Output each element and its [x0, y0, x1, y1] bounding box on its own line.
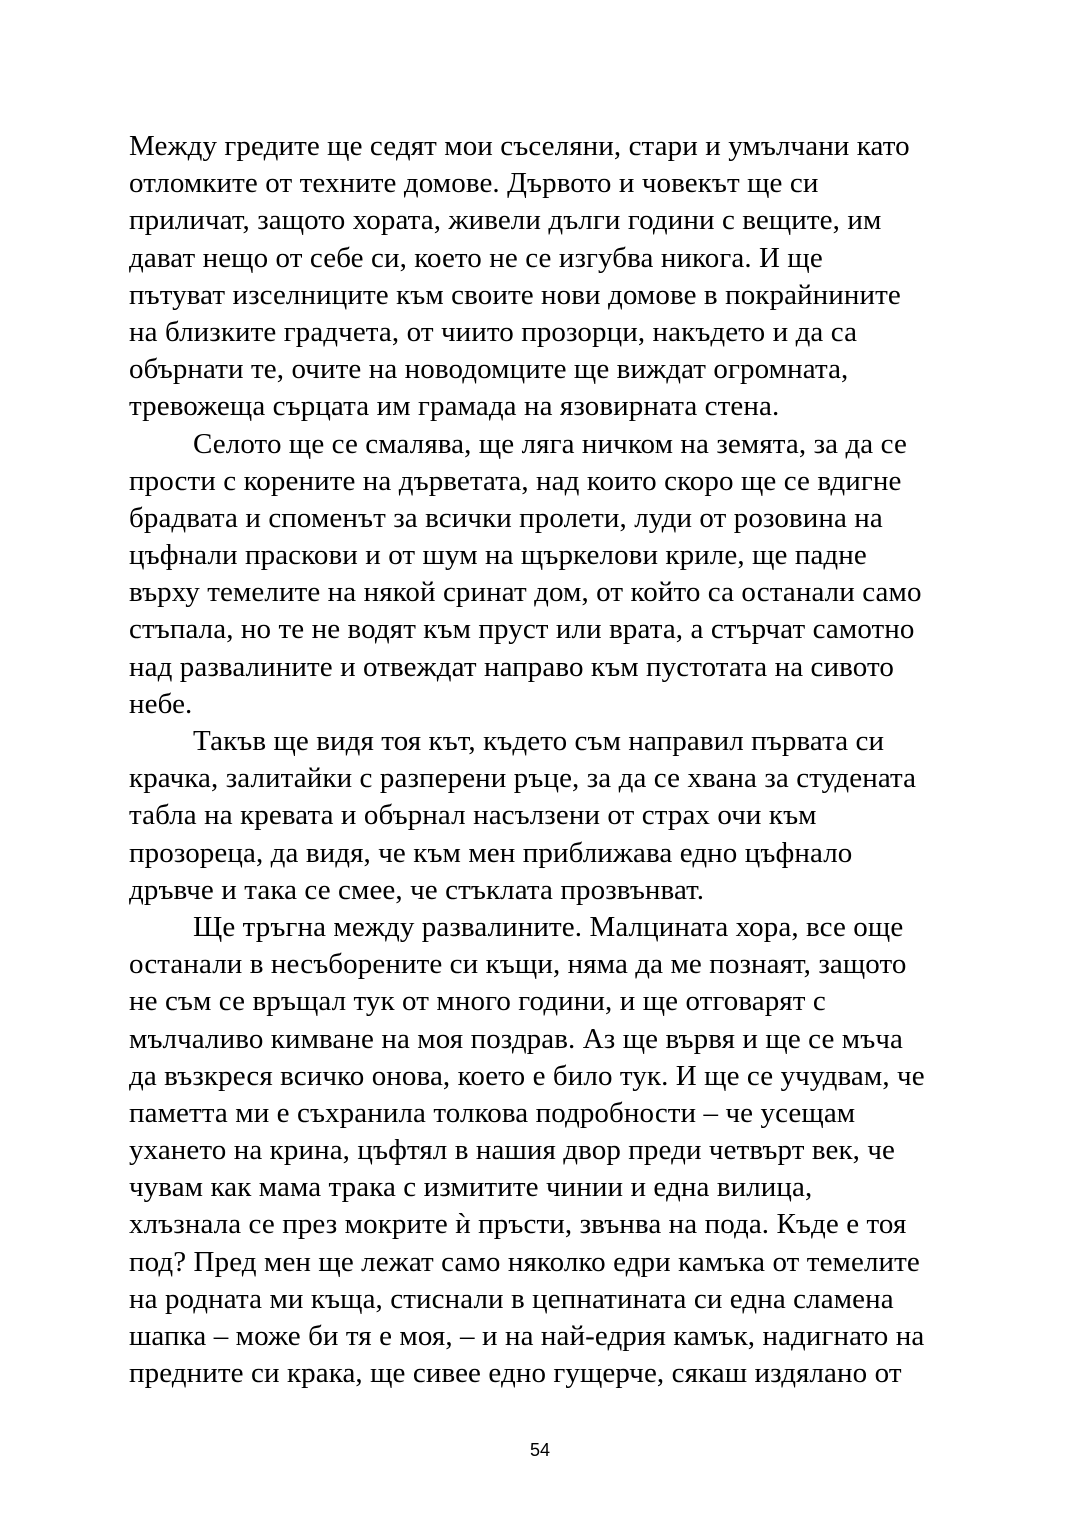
text-line: брадвата и споменът за всички пролети, луди от розовина на — [129, 501, 883, 534]
text-line: Такъв ще видя тоя кът, където съм направил първата си — [193, 725, 885, 757]
text-line: крачка, залитайки с разперени ръце, за да се хвана за студената — [129, 762, 917, 795]
text-line: над развалините и отвеждат направо към пустотата на сивото — [129, 650, 894, 683]
text-line: Между гредите ще седят мои съселяни, стари и умълчани като — [129, 130, 910, 162]
text-line: предните си крака, ще сивее едно гущерче, сякаш издялано от — [129, 1357, 902, 1390]
text-line: дават нещо от себе си, което не се изгубва никога. И ще — [129, 241, 823, 274]
text-line: приличат, защото хората, живели дълги години с вещите, им — [129, 204, 882, 237]
text-line: Селото ще се смалява, ще ляга ничком на земята, за да се — [193, 427, 907, 460]
text-line: пътуват изселниците към своите нови домове в покрайнините — [129, 278, 901, 311]
text-line: чувам как мама трака с измитите чинии и една вилица, — [129, 1171, 813, 1204]
text-line: тревожеща сърцата им грамада на язовирната стена. — [129, 390, 780, 423]
text-line: върху темелите на някой сринат дом, от който са останали само — [129, 576, 922, 609]
text-line: останали в несъборените си къщи, няма да ме познаят, защото — [129, 948, 907, 981]
text-line: цъфнали праскови и от шум на щъркелови криле, ще падне — [129, 539, 867, 572]
text-line: под? Пред мен ще лежат само няколко едри камъка от темелите — [129, 1245, 920, 1278]
text-line: прозореца, да видя, че към мен приближава едно цъфнало — [129, 836, 853, 869]
text-line: мълчаливо кимване на моя поздрав. Аз ще вървя и ще се мъча — [129, 1022, 903, 1055]
text-line: небе. — [129, 687, 193, 720]
text-line: да възкреся всичко онова, което е било тук. И ще се учудвам, че — [129, 1059, 925, 1092]
text-line: отломките от техните домове. Дървото и човекът ще си — [129, 167, 819, 200]
text-line: обърнати те, очите на новодомците ще виждат огромната, — [129, 353, 849, 386]
body-text — [129, 128, 954, 1392]
page-number: 54 — [529, 1440, 551, 1460]
text-line: стъпала, но те не водят към пруст или врата, а стърчат самотно — [129, 613, 915, 646]
text-line: шапка – може би тя е моя, – и на най-едрия камък, надигнато на — [129, 1320, 925, 1352]
text-line: дръвче и така се смее, че стъклата прозвънват. — [129, 873, 705, 906]
text-line: табла на кревата и обърнал насълзени от страх очи към — [129, 799, 817, 832]
text-line: не съм се връщал тук от много години, и ще отговарят с — [129, 985, 826, 1018]
text-line: Ще тръгна между развалините. Малцината хора, все още — [193, 910, 904, 943]
text-line: хлъзнала се през мокрите ѝ пръсти, звънва на пода. Къде е тоя — [129, 1208, 907, 1241]
text-line: прости с корените на дърветата, над които скоро ще се вдигне — [129, 464, 902, 497]
text-line: ухането на крина, цъфтял в нашия двор преди четвърт век, че — [129, 1134, 896, 1167]
text-line: паметта ми е съхранила толкова подробности – че усещам — [129, 1096, 856, 1129]
text-line: на родната ми къща, стиснали в цепнатината си една сламена — [129, 1282, 894, 1315]
text-line: на близките градчета, от чиито прозорци, накъдето и да са — [129, 315, 858, 348]
